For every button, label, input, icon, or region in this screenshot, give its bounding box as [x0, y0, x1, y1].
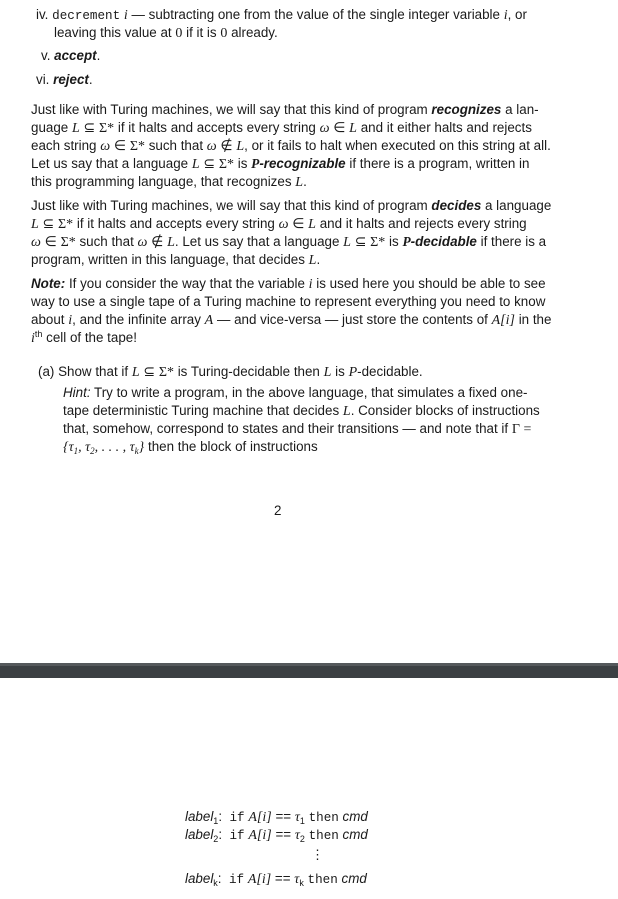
text: a language — [485, 198, 552, 213]
item-keyword-reject: reject — [53, 72, 89, 87]
emphasis: -decidable — [410, 234, 477, 249]
code-keyword: then — [307, 873, 338, 887]
item-text: — subtracting one from the value of the single integer variable — [131, 7, 500, 22]
note-line3 — [31, 311, 551, 330]
math: L — [308, 217, 316, 232]
text: if it halts and accepts every string — [76, 216, 275, 231]
para2-line3 — [31, 233, 546, 252]
math: L — [342, 404, 351, 419]
math-script-p: P — [251, 156, 260, 171]
para1-line4 — [31, 155, 529, 174]
code-row-1 — [185, 808, 368, 827]
page-divider — [0, 663, 618, 678]
text: way to use a single tape of a Turing machine to represent everything you need to know — [31, 294, 546, 309]
punct: . — [96, 48, 101, 63]
text: if there is a — [480, 234, 547, 249]
superscript: th — [34, 329, 43, 339]
para1-line5 — [31, 173, 307, 192]
text: cell of the tape! — [46, 330, 137, 345]
math: ∈ — [113, 139, 127, 154]
item-text: leaving this value at — [54, 25, 172, 40]
math: Σ* — [58, 217, 74, 232]
text: , and the infinite array — [72, 312, 201, 327]
code-keyword: if — [229, 811, 245, 825]
math: ⊆ — [203, 157, 216, 172]
math: ⊆ — [143, 365, 156, 380]
colon: : — [218, 809, 223, 824]
text: is Turing-decidable then — [177, 364, 320, 379]
math: L — [71, 121, 80, 136]
text: about — [31, 312, 65, 327]
math: ω — [319, 121, 330, 136]
math: L — [131, 365, 140, 380]
label-word: label — [185, 809, 214, 824]
item-text: , or — [507, 7, 527, 22]
text: each string — [31, 138, 97, 153]
math-script-p: P — [402, 234, 411, 249]
text: a lan- — [505, 102, 539, 117]
math: A[i] — [248, 810, 272, 825]
text: in the — [518, 312, 552, 327]
list-item-iv — [36, 6, 527, 25]
text: . Consider blocks of instructions — [350, 403, 540, 418]
punct: . — [88, 72, 93, 87]
text: — and vice-versa — just store the contents of — [216, 312, 488, 327]
subscript: 2 — [213, 834, 219, 844]
hint-label: Hint: — [63, 385, 91, 400]
text: this programming language, that recognizes — [31, 174, 292, 189]
code-keyword: decrement — [52, 9, 121, 23]
hint-line4 — [63, 438, 318, 457]
subscript: 2 — [299, 834, 305, 844]
math: τ — [294, 810, 300, 825]
item-marker: iv. — [36, 7, 49, 22]
math: ∈ — [333, 121, 346, 136]
math: Σ* — [158, 365, 174, 380]
text: and it halts and rejects every string — [319, 216, 527, 231]
cmd-word: cmd — [341, 871, 367, 886]
item-text: if it is — [186, 25, 217, 40]
document-page-2 — [0, 678, 618, 899]
math: Σ* — [98, 121, 115, 136]
para2-line2 — [31, 215, 527, 234]
math: L — [323, 365, 332, 380]
math-script-p: P — [348, 365, 358, 380]
para1-line3 — [31, 137, 551, 156]
operator: == — [275, 827, 292, 842]
math: A — [204, 313, 214, 328]
math: ⊆ — [83, 121, 96, 136]
colon: : — [218, 827, 223, 842]
hint-line1 — [63, 384, 527, 402]
math: Γ = — [511, 422, 532, 437]
subscript: 1 — [299, 816, 305, 826]
subscript: k — [213, 878, 218, 888]
question-a-line1 — [38, 363, 423, 382]
text: and it either halts and rejects — [360, 120, 532, 135]
math: Σ* — [129, 139, 145, 154]
text: tape deterministic Turing machine that decides — [63, 403, 340, 418]
cmd-word: cmd — [342, 827, 368, 842]
text: if it halts and accepts every string — [117, 120, 316, 135]
text: Let us say that a language — [31, 156, 189, 171]
cmd-word: cmd — [342, 809, 368, 824]
page-number: 2 — [274, 503, 282, 518]
item-marker: vi. — [36, 72, 50, 87]
emphasis: recognizes — [431, 102, 502, 117]
operator: == — [274, 871, 291, 886]
math-num: 0 — [220, 26, 228, 41]
hint-line2 — [63, 402, 540, 421]
math: L — [167, 235, 175, 250]
math: L — [349, 121, 357, 136]
text: is — [237, 156, 248, 171]
subscript: 1 — [213, 816, 219, 826]
text: guage — [31, 120, 69, 135]
question-marker: (a) — [38, 364, 55, 379]
math: Σ* — [218, 157, 234, 172]
text: if there is a program, written in — [349, 156, 530, 171]
text: Just like with Turing machines, we will say that this kind of program — [31, 102, 428, 117]
math: L — [343, 235, 351, 250]
math: L — [191, 157, 200, 172]
note-label: Note: — [31, 276, 66, 291]
hint-line3 — [63, 420, 531, 439]
text: then the block of instructions — [147, 439, 318, 454]
text: is used here you should be able to see — [316, 276, 546, 291]
punct: . — [303, 174, 307, 189]
math: L — [308, 253, 317, 268]
text: , or it fails to halt when executed on this string at all. — [244, 138, 551, 153]
note-line2 — [31, 293, 545, 311]
text: is — [389, 234, 399, 249]
math: Σ* — [370, 235, 386, 250]
math: ∈ — [292, 217, 305, 232]
math: i — [31, 331, 35, 346]
text: Just like with Turing machines, we will say that this kind of program — [31, 198, 428, 213]
math: τ — [294, 828, 300, 843]
math: ω — [31, 235, 41, 250]
list-item-v — [41, 47, 100, 65]
math: , τ — [78, 440, 91, 455]
text: Show that if — [58, 364, 129, 379]
math-tau-set: {$\tau_1$, $\tau_2$, . . . , $\tau_k$} — [63, 440, 145, 456]
math: L — [236, 139, 245, 154]
emphasis: -recognizable — [259, 156, 346, 171]
math-var: i — [123, 8, 128, 23]
code-keyword: then — [308, 811, 339, 825]
math: ω — [100, 139, 111, 154]
operator: == — [275, 809, 292, 824]
math: ∉ — [220, 139, 233, 154]
code-row-k — [185, 870, 367, 889]
subscript: k — [299, 878, 304, 888]
math: i — [308, 277, 313, 292]
code-keyword: if — [229, 829, 245, 843]
math: ω — [206, 139, 217, 154]
label-word: label — [185, 871, 214, 886]
math-var: i — [503, 8, 508, 23]
math: , . . . , τ — [94, 440, 135, 455]
para1-line1 — [31, 101, 539, 119]
text: If you consider the way that the variable — [68, 276, 305, 291]
code-row-2 — [185, 826, 368, 845]
text: . Let us say that a language — [174, 234, 340, 249]
math: τ — [294, 872, 300, 887]
math: {τ — [63, 440, 74, 455]
math: A[i] — [247, 872, 272, 887]
label-word: label — [185, 827, 214, 842]
math: L — [295, 175, 304, 190]
item-marker: v. — [41, 48, 51, 63]
math: } — [138, 440, 145, 455]
para2-line4 — [31, 251, 320, 270]
punct: . — [316, 252, 321, 267]
math: ⊆ — [354, 235, 367, 250]
math: ∈ — [44, 235, 57, 250]
code-keyword: if — [228, 873, 245, 887]
note-line1 — [31, 275, 546, 294]
text: that, somehow, correspond to states and their transitions — and note that if — [63, 421, 509, 436]
note-line4 — [31, 329, 137, 348]
math: ∉ — [151, 235, 164, 250]
math-num: 0 — [175, 26, 183, 41]
math: A[i] — [491, 313, 515, 328]
emphasis: decides — [431, 198, 482, 213]
item-text: already. — [231, 25, 278, 40]
para2-line1 — [31, 197, 551, 215]
text: is — [335, 364, 345, 379]
text: such that — [79, 234, 134, 249]
text: -decidable. — [357, 364, 423, 379]
text: program, written in this language, that decides — [31, 252, 305, 267]
math: A[i] — [248, 828, 272, 843]
math: Σ* — [60, 235, 76, 250]
vertical-ellipsis: ⋮ — [311, 847, 324, 862]
math: L — [31, 217, 39, 232]
math: ω — [278, 217, 289, 232]
math: i — [68, 313, 73, 328]
code-keyword: then — [308, 829, 339, 843]
list-item-iv-cont — [54, 24, 278, 43]
text: such that — [148, 138, 204, 153]
colon: : — [217, 871, 222, 886]
math: ω — [137, 235, 148, 250]
para1-line2 — [31, 119, 532, 138]
list-item-vi — [36, 71, 93, 89]
item-keyword-accept: accept — [54, 48, 97, 63]
text: Try to write a program, in the above language, that simulates a fixed one- — [94, 385, 528, 400]
math: ⊆ — [42, 217, 55, 232]
